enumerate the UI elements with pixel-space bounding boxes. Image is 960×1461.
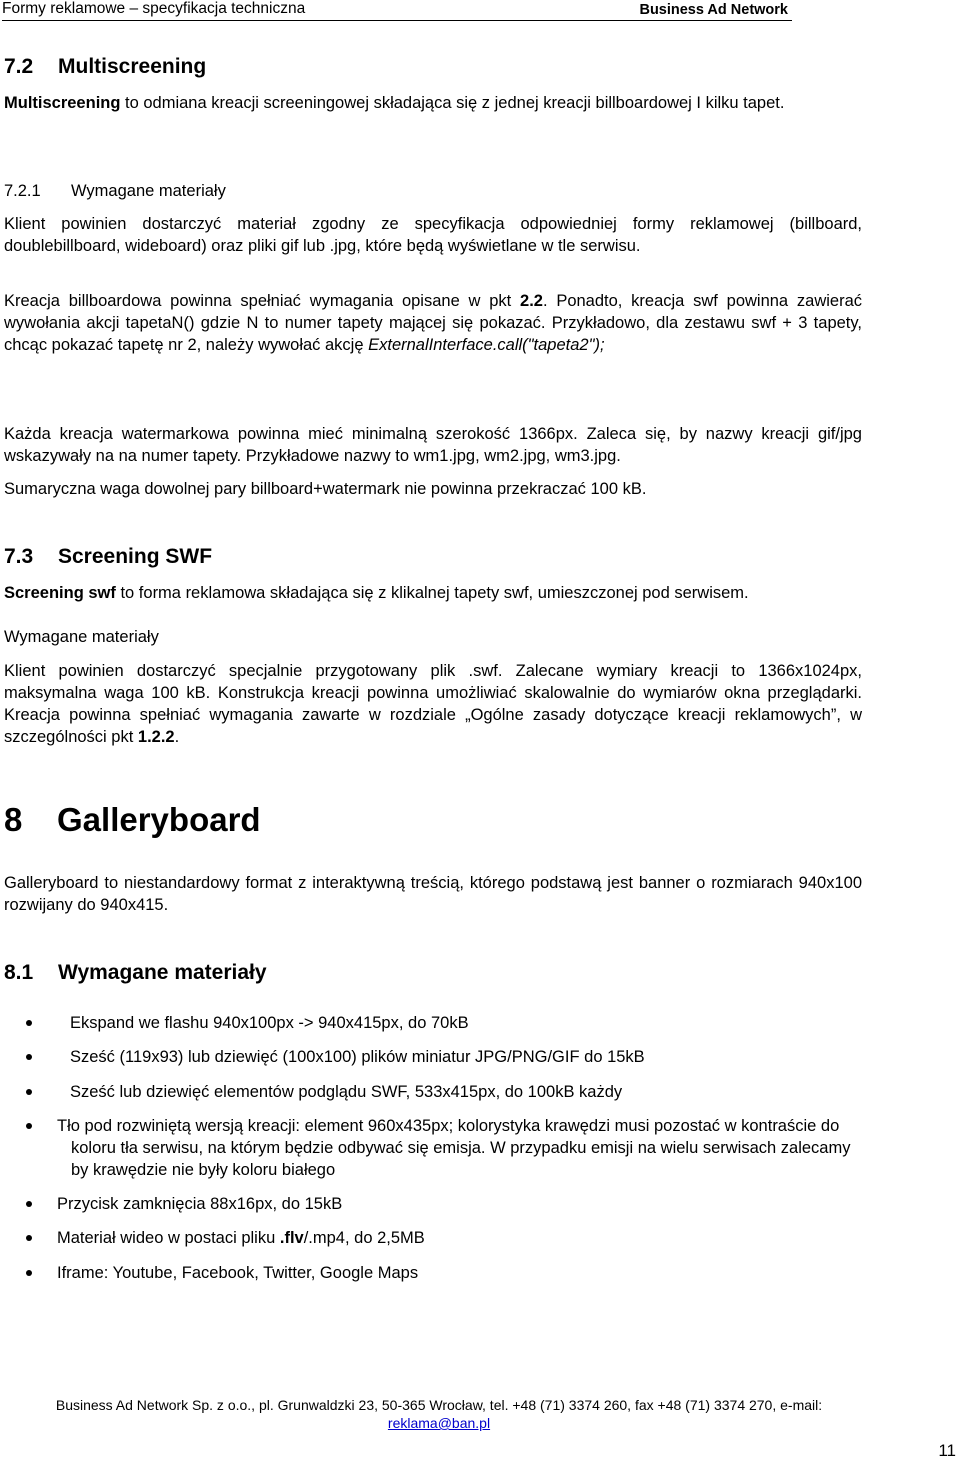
bullet-icon [26,1020,32,1026]
page-number: 11 [938,1441,956,1460]
heading-8-1: 8.1 Wymagane materiały [4,961,267,984]
paragraph-galleryboard: Galleryboard to niestandardowy format z interaktywną treścią, którego podstawą jest banner o rozmiarach 940x100 rozwijany do 940x415. [4,874,862,914]
header-doc-title: Formy reklamowe – specyfikacja techniczna [2,0,306,17]
list-item: Tło pod rozwiniętą wersją kreacji: element 960x435px; kolorystyka krawędzi musi pozostać w kontraście do koloru tła serwisu, na którym będzie odbywać się emisja. W przypadku emisji na wielu serwisach zalecamy by krawędzie nie były koloru białego [4,1115,862,1181]
paragraph-billboard-requirements: Kreacja billboardowa powinna spełniać wymagania opisane w pkt 2.2. Ponadto, kreacja swf powinna zawierać wywołania akcji tapetaN() gdzie N to numer tapety mającej się pokazać. Przykładowo, dla zestawu swf + 3 tapety, chcąc pokazać tapetę nr 2, należy wywołać akcję ExternalInterface.call("tapeta2"); [4,292,862,354]
paragraph-materials: Klient powinien dostarczyć materiał zgodny ze specyfikacja odpowiedniej formy reklamowej (billboard, doublebillboard, wideboard) oraz pliki gif lub .jpg, które będą wyświetlane w tle serwisu. [4,215,862,255]
header-company: Business Ad Network [639,2,788,18]
page-footer [14,1396,864,1432]
heading-7-2: 7.2 Multiscreening [4,55,207,78]
bullet-icon [26,1089,32,1095]
heading-8: 8 Galleryboard [4,801,261,838]
screening-required-label: Wymagane materiały [4,628,159,646]
bullet-icon [26,1054,32,1060]
multiscreening-intro: Multiscreening to odmiana kreacji screeningowej składająca się z jednej kreacji billboardowej I kilku tapet. [4,94,785,112]
screening-swf-intro: Screening swf to forma reklamowa składająca się z klikalnej tapety swf, umieszczonej pod serwisem. [4,584,749,602]
list-item: Materiał wideo w postaci pliku .flv/.mp4, do 2,5MB [4,1227,862,1249]
paragraph-weight: Sumaryczna waga dowolnej pary billboard+watermark nie powinna przekraczać 100 kB. [4,480,647,498]
heading-7-3: 7.3 Screening SWF [4,545,213,568]
paragraph-watermark: Każda kreacja watermarkowa powinna mieć minimalną szerokość 1366px. Zaleca się, by nazwy kreacji gif/jpg wskazywały na na numer tapety. Przykładowe nazwy to wm1.jpg, wm2.jpg, wm3.jpg. [4,425,862,465]
bullet-icon [26,1201,32,1207]
bullet-icon [26,1235,32,1241]
bullet-icon [26,1270,32,1276]
page-header [2,0,792,21]
heading-7-2-1: 7.2.1 Wymagane materiały [4,182,226,200]
list-item: Sześć lub dziewięć elementów podglądu SWF, 533x415px, do 100kB każdy [4,1081,862,1103]
footer-address: Business Ad Network Sp. z o.o., pl. Grunwaldzki 23, 50-365 Wrocław, tel. +48 (71) 3374 260, fax +48 (71) 3374 270, e-mail: [55,1397,823,1413]
list-item: Sześć (119x93) lub dziewięć (100x100) plików miniatur JPG/PNG/GIF do 15kB [4,1046,862,1068]
list-item: Iframe: Youtube, Facebook, Twitter, Google Maps [4,1262,862,1284]
bullet-icon [26,1123,32,1129]
paragraph-screening-swf: Klient powinien dostarczyć specjalnie przygotowany plik .swf. Zalecane wymiary kreacji to 1366x1024px, maksymalna waga 100 kB. Konstrukcja kreacji powinna umożliwiać skalowalnie do wymiarów okna przeglądarki. Kreacja powinna spełniać wymagania zawarte w rozdziale „Ogólne zasady dotyczące kreacji reklamowych”, w szczególności pkt 1.2.2. [4,662,862,746]
footer-email-link[interactable]: reklama@ban.pl [387,1415,491,1431]
list-item: Ekspand we flashu 940x100px -> 940x415px, do 70kB [4,1012,862,1034]
list-item: Przycisk zamknięcia 88x16px, do 15kB [4,1193,862,1215]
